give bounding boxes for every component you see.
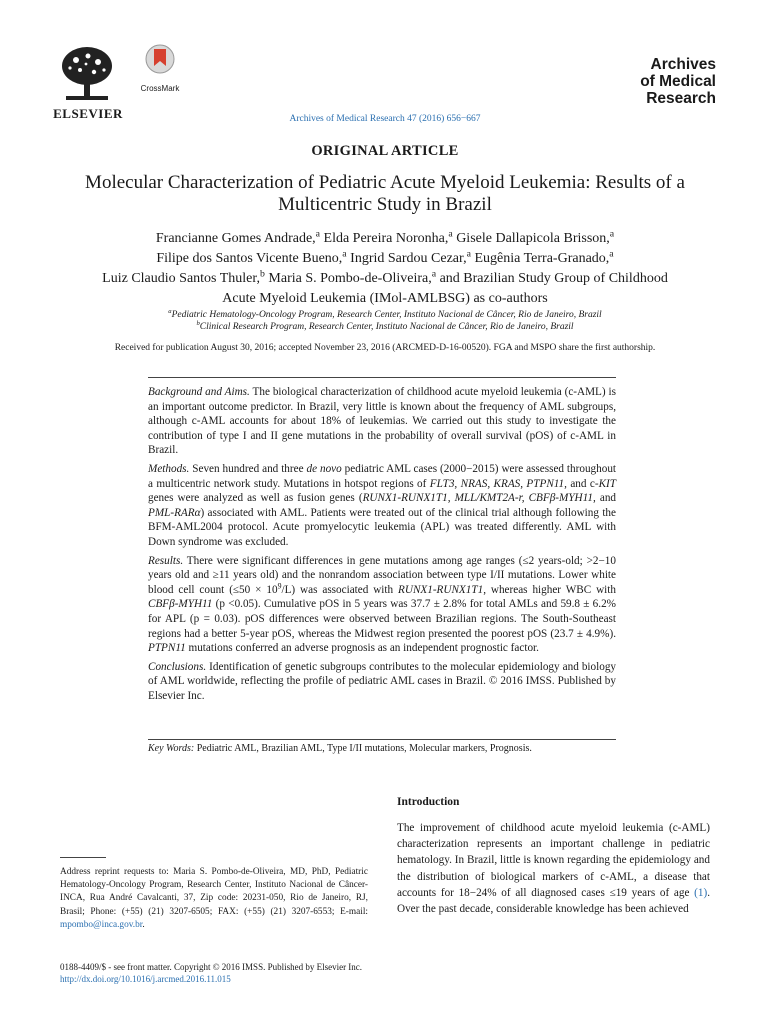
abstract-background [148,385,616,458]
doi-link[interactable]: http://dx.doi.org/10.1016/j.arcmed.2016.11.015 [60,974,231,984]
article-type: ORIGINAL ARTICLE [311,143,459,159]
abstract-text: ) associated with AML. Patients were treated out of the clinical trial although following the BFM-AML2004 protocol. Acute promyelocytic leukemia (APL) was treated differently. AML with Down syndrome was excluded. [148,506,616,548]
crossmark-badge[interactable] [140,44,180,93]
correspondence-footnote [60,866,368,932]
journal-logo-line-3: Research [646,90,716,107]
author-affil-sup: a [448,228,453,240]
journal-logo-line-1: Archives [650,56,716,73]
abstract-gene-names: PML-RARα [148,506,201,519]
author-pombo-de-oliveira: Maria S. Pombo-de-Oliveira, [268,271,432,286]
abstract-conclusions-label: Conclusions. [148,660,207,673]
abstract [148,385,616,707]
author-affil-sup: a [609,228,615,240]
abstract-gene-names: PTPN11 [148,642,186,655]
abstract-results-label: Results. [148,554,184,567]
article-title: Molecular Characterization of Pediatric Acute Myeloid Leukemia: Results of a Multicentric Study in Brazil [85,172,685,215]
abstract-text: and [599,492,617,505]
affiliation-b [40,321,730,333]
journal-logo-line-2: of Medical [640,73,716,90]
abstract-text: Seven hundred and three [192,462,304,475]
footnote-text: Address reprint requests to: Maria S. Pombo-de-Oliveira, MD, PhD, Pediatric Hematology-Oncology Program, Research Center, Instituto Nacional de Câncer-INCA, Rua André Cavalcanti, 37, Zip code: 20231-050, Rio de Janeiro, RJ, Brasil; Phone: (+55) (21) 3207-6505; FAX: (+55) (21) 3207-6553; E-mail: [60,867,368,917]
abstract-text: , whereas higher WBC with [483,583,616,596]
author-thuler: Luiz Claudio Santos Thuler, [102,271,260,286]
abstract-text: (p <0.05). Cumulative pOS in 5 years was 37.7 ± 2.8% for total AMLs and 59.8 ± 6.2% for APL (p = 0.03). pOS differences were observed between Brazilian regions. The South-Southeast regions had a better 5-year pOS, whereas the Midwest region presented the poorest pOS (23.7 ± 4.9%). [148,598,616,640]
author-terra-granado: Eugênia Terra-Granado, [474,251,610,266]
author-andrade: Francianne Gomes Andrade, [155,231,316,246]
citation-link[interactable]: (1) [694,886,708,899]
abstract-background-text: The biological characterization of childhood acute myeloid leukemia (c-AML) is an important outcome predictor. In Brazil, very little is known about the frequency of AML subgroups, although c-AML accounts for about 18% of leukemias. We carried out this study to investigate the contribution of type I and II gene mutations in the probability of overall survival (pOS) of c-AML in Brazil. [148,386,616,457]
introduction-paragraph: The improvement of childhood acute myeloid leukemia (c-AML) characterization represents an important challenge in pediatric hematology. In Brazil, little is known regarding the epidemiology and the distribution of biological markers of c-AML, a disease that accounts for 18−24% of all diagnosed cases ≤19 years of age [397,822,710,899]
affiliation-a [40,309,730,321]
email-link[interactable]: mpombo@inca.gov.br [60,919,143,930]
elsevier-logo [52,44,124,122]
author-affil-sup: a [342,248,347,260]
affiliation-text: Pediatric Hematology-Oncology Program, Research Center, Instituto Nacional de Câncer, Rio de Janeiro, Brazil [171,310,602,320]
introduction-heading: Introduction [397,796,460,808]
abstract-methods [148,462,616,550]
author-line-1 [40,229,730,249]
author-affil-sup: a [609,248,614,260]
abstract-gene-names: RUNX1-RUNX1T1 [398,583,484,596]
abstract-background-label: Background and Aims. [148,386,250,398]
abstract-conclusions [148,660,616,704]
author-list [40,229,730,309]
crossmark-icon [145,44,175,78]
journal-reference[interactable]: Archives of Medical Research 47 (2016) 656−667 [289,114,481,124]
abstract-text: mutations conferred an adverse prognosis as an independent prognostic factor. [188,642,539,655]
footnote-text: . [142,919,145,930]
affiliations [40,309,730,333]
journal-logo [606,56,716,107]
received-note: Received for publication August 30, 2016; accepted November 23, 2016 (ARCMED-D-16-00520). FGA and MSPO share the first authorship. [114,343,656,353]
abstract-gene-names: CBFβ-MYH11 [148,598,213,611]
author-bueno: Filipe dos Santos Vicente Bueno, [156,251,343,266]
introduction-text [397,820,710,917]
abstract-text: and c- [570,477,599,490]
abstract-gene-names: KIT [598,477,616,490]
affiliation-sup: b [196,319,200,327]
introduction-paragraph: . Over the past decade, considerable knowledge has been achieved [397,886,710,916]
author-line-3 [40,269,730,289]
author-affil-sup: a [431,268,437,280]
keywords-list: Pediatric AML, Brazilian AML, Type I/II mutations, Molecular markers, Prognosis. [196,743,532,754]
abstract-gene-names: FLT3, NRAS, KRAS, PTPN11, [429,477,567,490]
affiliation-sup: a [168,307,172,315]
publisher-name: ELSEVIER [53,106,123,121]
abstract-top-rule [148,377,616,378]
author-affil-sup: b [260,268,265,280]
abstract-text: pediatric AML cases (2000−2015) were assessed throughout a multicentric network study. Mutations in hotspot regions of [148,462,617,490]
issn-copyright: 0188-4409/$ - see front matter. Copyright © 2016 IMSS. Published by Elsevier Inc. [60,962,363,972]
author-affil-sup: a [466,248,471,260]
abstract-text: There were significant differences in gene mutations among age ranges (≤2 years-old; >2−10 years old and ≥11 years old) and the nonrandom association between type I/II mutations. Lower white blood cell count (≤50 × 10 [148,554,616,596]
author-brisson: Gisele Dallapicola Brisson, [456,231,610,246]
abstract-conclusions-text: Identification of genetic subgroups contributes to the molecular epidemiology and biology of AML worldwide, reflecting the profile of pediatric AML cases in Brazil. © 2016 IMSS. Published by Elsevier Inc. [148,660,617,702]
abstract-text: de novo [306,462,342,475]
abstract-text: /L) was associated with [281,583,394,596]
abstract-text: genes were analyzed as well as fusion genes ( [148,492,363,505]
author-noronha: Elda Pereira Noronha, [323,231,449,246]
author-line-4: Acute Myeloid Leukemia (IMol-AMLBSG) as co-authors [222,291,548,306]
author-cezar: Ingrid Sardou Cezar, [350,251,467,266]
elsevier-tree-icon [58,44,116,104]
abstract-methods-label: Methods. [148,462,190,475]
footnote-rule [60,857,106,858]
abstract-results [148,554,616,656]
affiliation-text: Clinical Research Program, Research Center, Instituto Nacional de Câncer, Rio de Janeiro, Brazil [199,322,574,332]
author-study-group: and Brazilian Study Group of Childhood [439,271,668,286]
abstract-gene-names: RUNX1-RUNX1T1, MLL/KMT2A-r, CBFβ-MYH11, [362,492,596,505]
author-line-2 [40,249,730,269]
crossmark-label: CrossMark [140,84,180,93]
abstract-superscript: 9 [277,580,282,590]
author-affil-sup: a [315,228,321,240]
keywords-label: Key Words: [148,743,195,754]
abstract-bottom-rule [148,739,616,740]
keywords [148,743,616,754]
